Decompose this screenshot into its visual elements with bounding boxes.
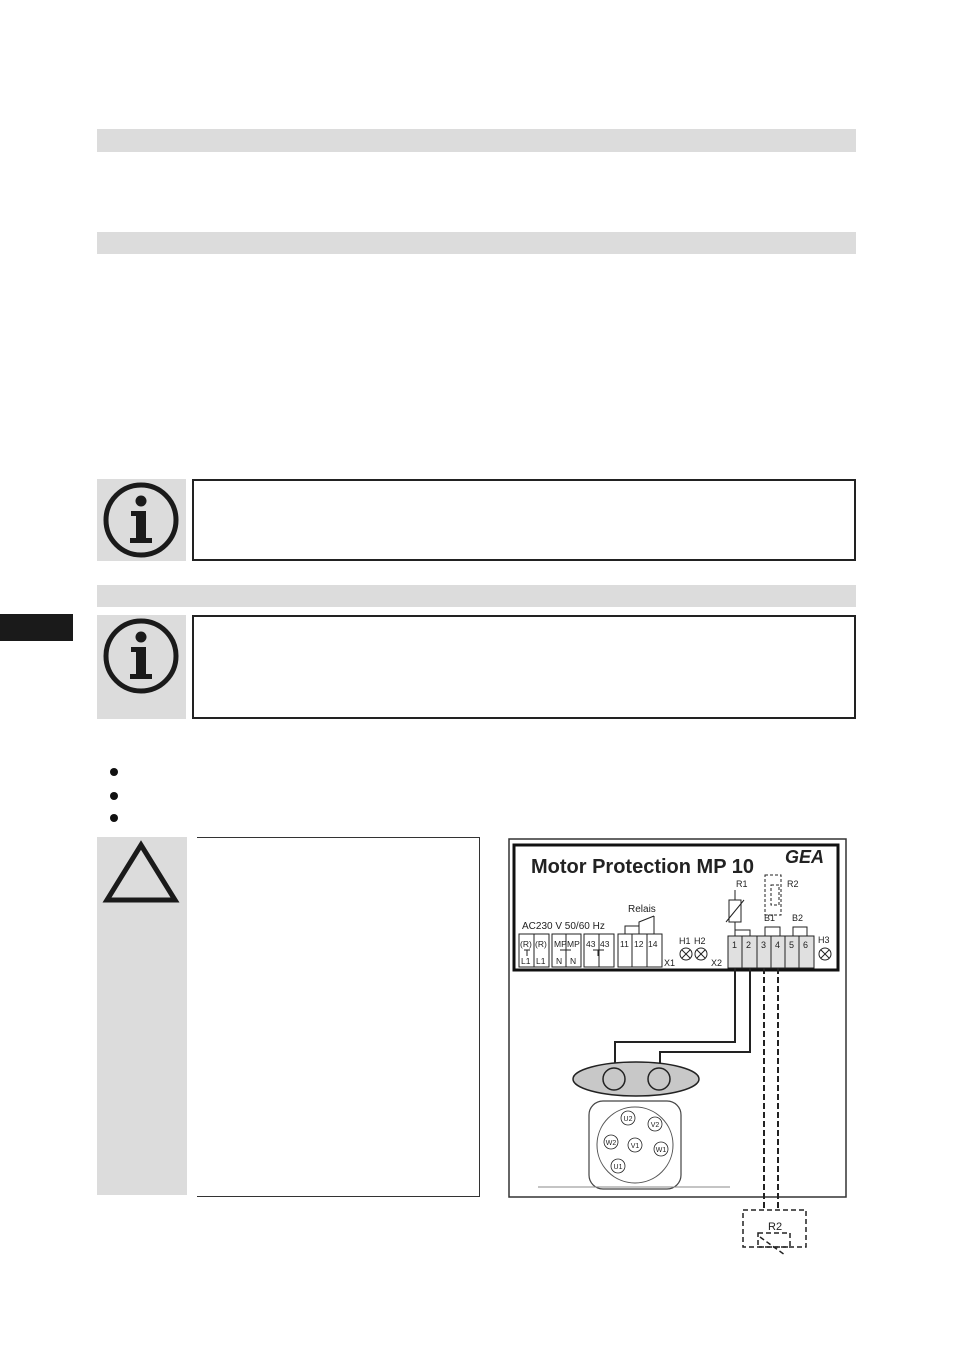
terminal-label-11: 11 bbox=[620, 939, 629, 949]
warning-text-box bbox=[197, 837, 480, 1197]
terminal-label-14: 14 bbox=[648, 939, 658, 949]
external-r2-label: R2 bbox=[768, 1221, 783, 1233]
motor-terminal-u1: U1 bbox=[613, 1164, 623, 1171]
gea-logo: GEA bbox=[785, 847, 825, 867]
b1-label: B1 bbox=[764, 913, 776, 923]
relay-label: Relais bbox=[628, 904, 656, 915]
terminal-label-mp-1: MP bbox=[554, 939, 567, 949]
info-note-box-1 bbox=[194, 479, 856, 561]
x2-terminal-1: 1 bbox=[732, 940, 738, 950]
x2-terminal-6: 6 bbox=[803, 940, 809, 950]
motor-protection-wiring-diagram bbox=[500, 830, 860, 1265]
warning-icon-cell bbox=[97, 837, 187, 1195]
motor-connector-plug bbox=[573, 1062, 699, 1096]
motor-terminal-v1: V1 bbox=[630, 1143, 640, 1150]
section-header-bar-1 bbox=[97, 129, 856, 152]
terminal-label-n-1: N bbox=[556, 956, 563, 966]
info-note-icon-cell-1 bbox=[97, 479, 186, 561]
x2-terminal-4: 4 bbox=[775, 940, 781, 950]
diagram-title: Motor Protection MP 10 bbox=[531, 856, 754, 878]
terminal-label-12: 12 bbox=[634, 939, 644, 949]
motor-terminal-u2: U2 bbox=[623, 1116, 633, 1123]
supply-label: AC230 V 50/60 Hz bbox=[522, 921, 605, 932]
terminal-label-n-2: N bbox=[570, 956, 577, 966]
bullet-point-2 bbox=[110, 792, 118, 800]
section-header-bar-2 bbox=[97, 232, 856, 254]
motor-terminal-w2: W2 bbox=[605, 1140, 617, 1147]
terminal-block-x2 bbox=[728, 936, 814, 968]
bullet-point-3 bbox=[110, 814, 118, 822]
terminal-label-43-1: 43 bbox=[586, 939, 596, 949]
motor-terminal-v2: V2 bbox=[650, 1122, 660, 1129]
warning-triangle-icon bbox=[97, 837, 187, 907]
x1-label: X1 bbox=[664, 958, 676, 968]
info-icon bbox=[97, 479, 186, 561]
x2-terminal-5: 5 bbox=[789, 940, 795, 950]
motor-terminal-w1: W1 bbox=[655, 1147, 667, 1154]
bullet-point-1 bbox=[110, 768, 118, 776]
r2-label: R2 bbox=[787, 879, 799, 889]
terminal-label-mp-2: MP bbox=[567, 939, 580, 949]
r1-label: R1 bbox=[736, 879, 748, 889]
terminal-label-l1-1: L1 bbox=[521, 956, 531, 966]
info-note-icon-cell-2 bbox=[97, 615, 186, 719]
h2-label: H2 bbox=[694, 936, 706, 946]
info-note-box-2 bbox=[194, 615, 856, 719]
terminal-label-43-2: 43 bbox=[600, 939, 610, 949]
x2-terminal-2: 2 bbox=[746, 940, 752, 950]
h1-label: H1 bbox=[679, 936, 691, 946]
h3-label: H3 bbox=[818, 935, 830, 945]
info-icon bbox=[97, 615, 186, 697]
terminal-label-l1-2: L1 bbox=[536, 956, 546, 966]
b2-label: B2 bbox=[792, 913, 804, 923]
x2-terminal-3: 3 bbox=[761, 940, 767, 950]
terminal-label-r-1: (R) bbox=[520, 939, 532, 949]
section-header-bar-3 bbox=[97, 585, 856, 607]
x2-label: X2 bbox=[711, 958, 723, 968]
chapter-side-tab bbox=[0, 614, 73, 641]
terminal-label-r-2: (R) bbox=[535, 939, 547, 949]
